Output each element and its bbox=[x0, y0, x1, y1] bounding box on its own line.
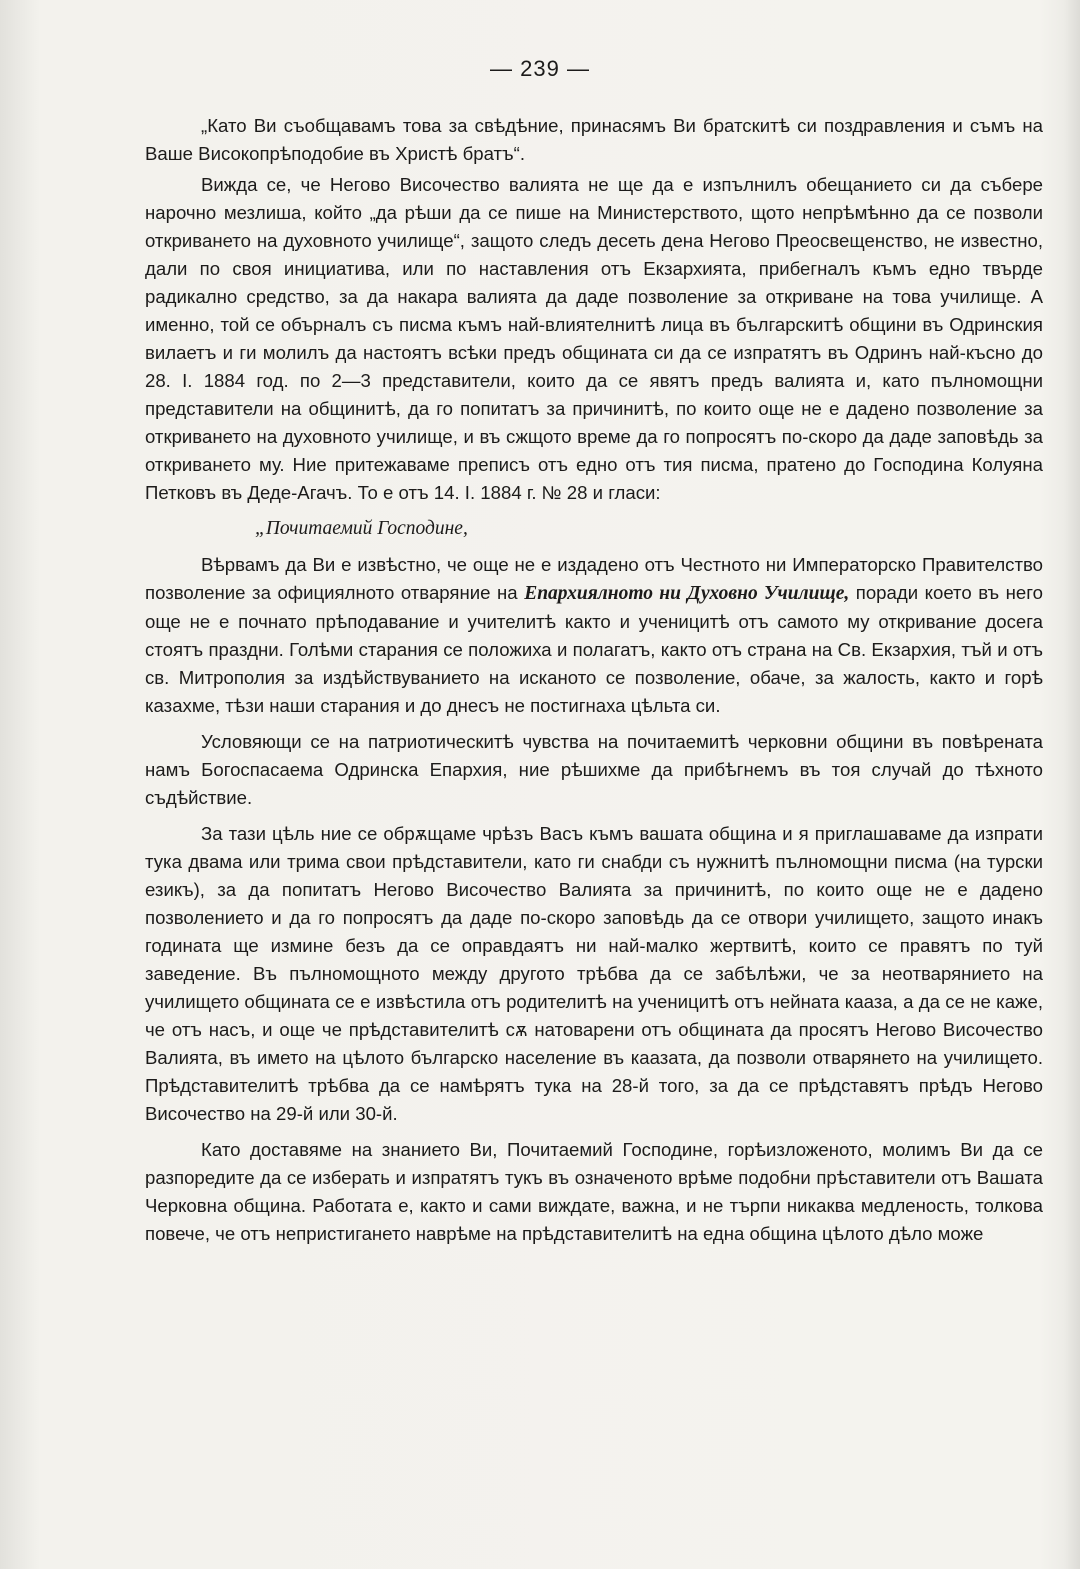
page-number: — 239 — bbox=[490, 56, 590, 81]
letter-paragraph-2: Условяющи се на патриотическитѣ чувства на почитаемитѣ черковни общини въ повѣрената намъ Богоспасаема Одринска Епархия, ние рѣшихме да прибѣгнемъ въ тоя случай до тѣхното съдѣйствие. bbox=[145, 731, 1043, 808]
body-text bbox=[145, 112, 1043, 1256]
letter-paragraph-4: Като доставяме на знанието Ви, Почитаемий Господине, горѣизложеното, молимъ Ви да се разпоредите да се изберать и изпратятъ тукъ въ означеното врѣме подобни прѣставители отъ Вашата Черковна община. Работата е, както и сами виждате, важна, и не търпи никаква медленость, толкова повече, че отъ непристигането наврѣме на прѣдставителитѣ на една община цѣлото дѣло може bbox=[145, 1139, 1043, 1244]
letter-paragraph-3: За тази цѣль ние се обрѫщаме чрѣзъ Васъ къмъ вашата община и я приглашаваме да изпрати тука двама или трима свои прѣдставители, като ги снабди съ нужнитѣ пълномощни писма (на турски езикъ), за да попитатъ Негово Височество Валията за причинитѣ, по които още не е дадено позволението и да го попросятъ да даде по-скоро заповѣдь да се отвори училището, защото инакъ годината ще измине безъ да се оправдаятъ ни най-малко жертвитѣ, които се правятъ по туй заведение. Въ пълномощното между другото трѣбва да се забѣлѣжи, че за неотварянието на училището общината се е извѣстила отъ родителитѣ на ученицитѣ отъ нейната кааза, а да се не каже, че отъ насъ, и още че прѣдставителитѣ сѫ натоварени отъ общината да просятъ Негово Височество Валията, въ името на цѣлото българско население въ каазата, да позволи отварянето на училището. Прѣдставителитѣ трѣбва да се намѣрятъ тука на 28-й того, за да се прѣдставятъ прѣдъ Негово Височество на 29-й или 30-й. bbox=[145, 823, 1043, 1124]
school-name-emphasis: Епархиялното ни Духовно Училище, bbox=[524, 583, 850, 604]
letter-paragraph-1-end: поради което въ него още не е почнато прѣподавание и учителитѣ както и ученицитѣ отъ самото му откривание досега стоятъ праздни. Голѣми старания се положиха и полагатъ, както отъ страна на Св. Екзархия, тъй и отъ св. Митрополия за издѣйствуванието на исканото се позволение, обаче, за жалость, както и горѣ казахме, тѣзи наши старания и до днесъ не постигнаха цѣльта си. bbox=[145, 582, 1043, 716]
paragraph-greetings: „Като Ви съобщавамъ това за свѣдѣние, принасямъ Ви братскитѣ си поздравления и съмъ на Ваше Високопрѣподобие въ Христѣ братъ“. bbox=[145, 115, 1043, 164]
letter-paragraph-1-start: Вѣрвамъ да Ви е извѣстно, че още не е издадено отъ Честното ни Императорско Правителство позволение за официялното отваряние на bbox=[145, 554, 1043, 603]
page-edge-shadow bbox=[1064, 0, 1080, 1569]
letter-paragraph-1 bbox=[145, 551, 1043, 720]
letter-salutation: „Почитаемий Господине, bbox=[255, 518, 468, 539]
paragraph-narrative: Вижда се, че Негово Височество валията не ще да е изпълнилъ обещанието си да събере нарочно мезлиша, който „да рѣши да се пише на Министерството, щото непрѣмѣнно да се позволи откриването на духовното училище“, защото следъ десеть дена Негово Преосвещенство, не известно, дали по своя инициатива, или по наставления отъ Екзархията, прибегналъ къмъ едно твърде радикално средство, за да накара валията да даде позволение за откриване на това училище. А именно, той се обърналъ съ писма къмъ най-влиятелнитѣ лица въ българскитѣ общини въ Одринския вилаетъ и ги молилъ да настоятъ всѣки предъ общината си да се изпратятъ въ Одринъ най-късно до 28. I. 1884 год. по 2—3 представители, които да се явятъ предъ валията и, като пълномощни представители на общинитѣ, да го попитатъ за причинитѣ, по които още не е дадено позволение за откриването на духовното училище, и въ сжщото време да го попросятъ по-скоро да даде заповѣдь за откриването му. Ние притежаваме преписъ отъ едно отъ тия писма, пратено до Господина Колуяна Петковъ въ Деде-Агачъ. То е отъ 14. I. 1884 г. № 28 и гласи: bbox=[145, 174, 1043, 503]
